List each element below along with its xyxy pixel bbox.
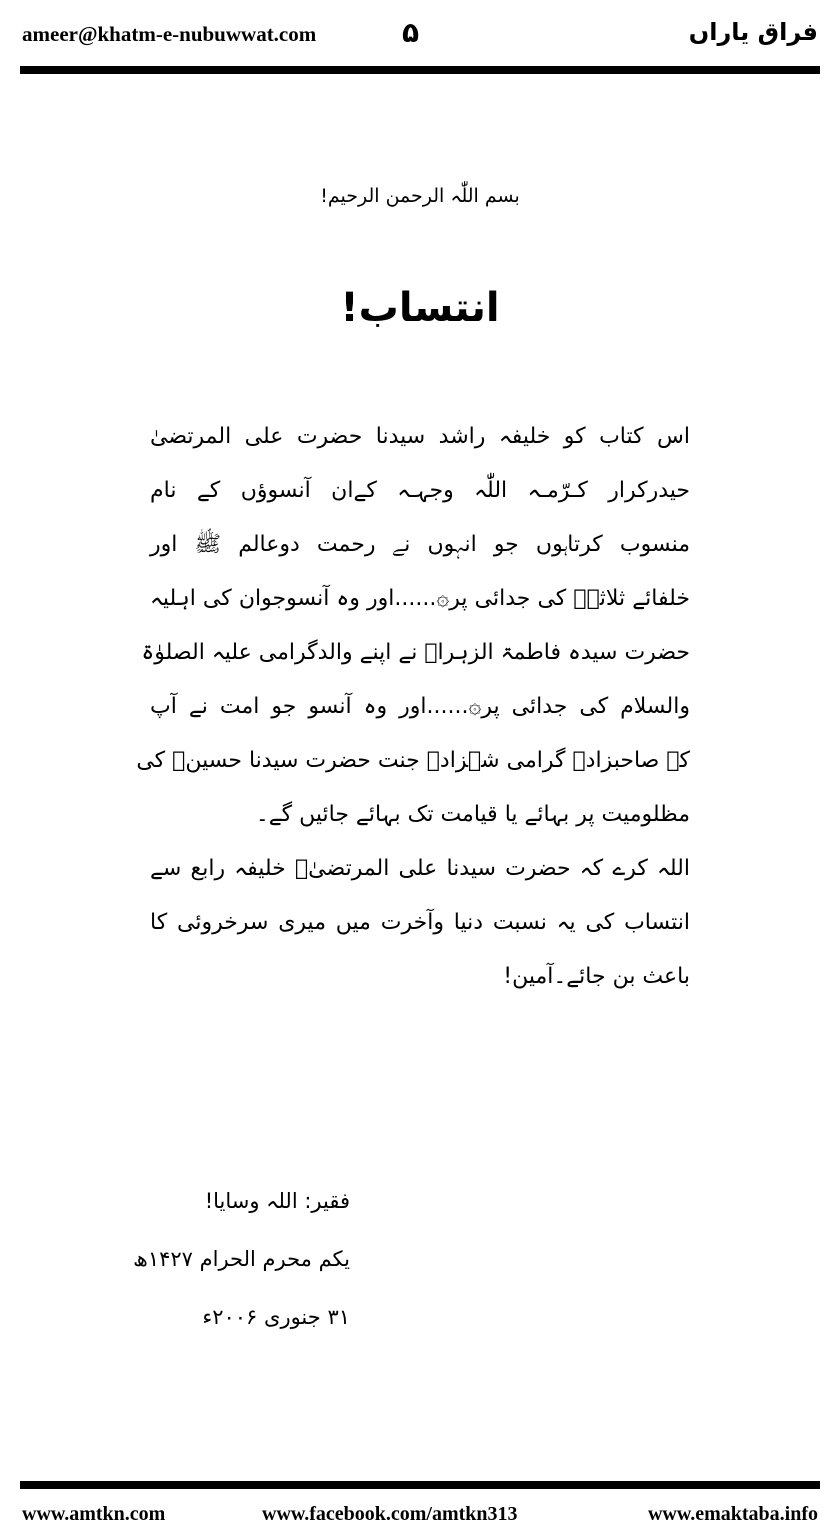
page-number: ۵ xyxy=(402,16,420,49)
dedication-line: انتساب کی یہ نسبت دنیا وآخرت میں میری سرخروئی کا xyxy=(150,910,690,935)
dedication-line: اس کتاب کو خلیفہ راشد سیدنا حضرت علی المرتضیٰ xyxy=(150,424,690,449)
dedication-line: حضرت سیدہ فاطمۃ الزہراؓ نے اپنے والدگرامی علیہ الصلوٰۃ xyxy=(141,640,690,665)
signature-date-gregorian: ۳۱ جنوری ۲۰۰۶ء xyxy=(202,1305,350,1329)
dedication-line: اللہ کرے کہ حضرت سیدنا علی المرتضیٰؓ خلیفہ رابع سے xyxy=(150,856,690,881)
footer-divider xyxy=(20,1481,820,1489)
book-title: فراق یاراں xyxy=(688,18,818,46)
bismillah: بسم اللّٰہ الرحمن الرحیم! xyxy=(320,185,520,207)
page-footer xyxy=(0,1503,840,1533)
page-heading: انتساب! xyxy=(340,285,500,331)
page-header xyxy=(0,18,840,58)
header-email: ameer@khatm-e-nubuwwat.com xyxy=(22,22,317,46)
dedication-text xyxy=(136,410,690,1004)
footer-link-emaktaba[interactable]: www.emaktaba.info xyxy=(647,1503,818,1525)
header-divider xyxy=(20,66,820,74)
signature-block xyxy=(90,1172,350,1346)
dedication-line: کے صاحبزادہ گرامی شہزادۂ جنت حضرت سیدنا حسینؓ کی xyxy=(136,748,690,773)
footer-link-amtkn[interactable]: www.amtkn.com xyxy=(22,1503,166,1525)
signature-date-hijri: یکم محرم الحرام ۱۴۲۷ھ xyxy=(133,1247,350,1271)
footer-link-facebook[interactable]: www.facebook.com/amtkn313 xyxy=(262,1503,518,1525)
signature-name: فقیر: اللہ وسایا! xyxy=(204,1189,350,1213)
dedication-line: حیدرکرار کـرّمـہ اللّٰہ وجہـہ کےان آنسوؤں کے نام xyxy=(150,478,690,503)
dedication-line: والسلام کی جدائی پر۞......اور وہ آنسو جو امت نے آپ xyxy=(150,694,690,719)
dedication-line: خلفائے ثلاثہؓ کی جدائی پر۞......اور وہ آنسوجوان کی اہلیہ xyxy=(150,586,690,611)
dedication-line: باعث بن جائے۔آمین! xyxy=(503,964,690,989)
dedication-line: مظلومیت پر بہائے یا قیامت تک بہائے جائیں گے۔ xyxy=(255,802,690,827)
dedication-line: منسوب کرتاہوں جو انہوں نے رحمت دوعالم ﷺ اور xyxy=(150,532,690,557)
